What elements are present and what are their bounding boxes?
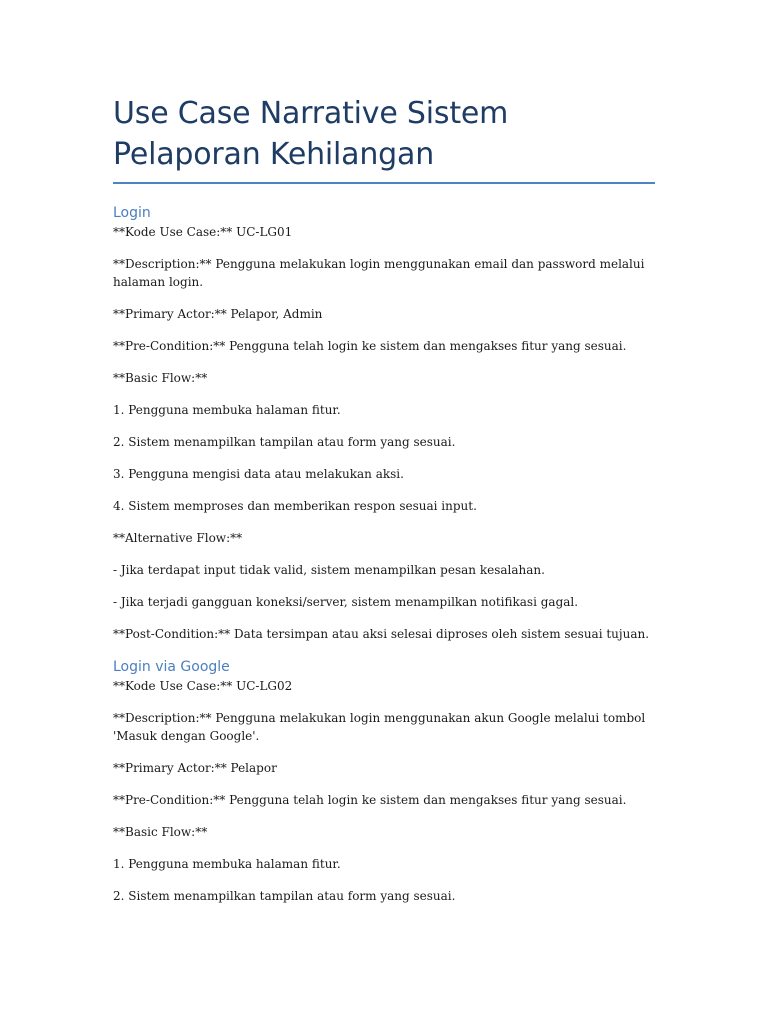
basic-flow-step: 2. Sistem menampilkan tampilan atau form yang sesuai. [113,889,456,903]
section-login [113,203,656,643]
document-page [113,0,656,919]
basic-flow-label: **Basic Flow:** [113,825,208,839]
pre-condition: **Pre-Condition:** Pengguna telah login ke sistem dan mengakses fitur yang sesuai. [113,339,627,353]
use-case-code: **Kode Use Case:** UC-LG01 [113,225,293,239]
basic-flow-step: 1. Pengguna membuka halaman fitur. [113,857,341,871]
pre-condition: **Pre-Condition:** Pengguna telah login ke sistem dan mengakses fitur yang sesuai. [113,793,627,807]
alternative-flow-item: - Jika terjadi gangguan koneksi/server, sistem menampilkan notifikasi gagal. [113,595,579,609]
primary-actor: **Primary Actor:** Pelapor [113,761,277,775]
basic-flow-step: 2. Sistem menampilkan tampilan atau form yang sesuai. [113,435,456,449]
basic-flow-step: 3. Pengguna mengisi data atau melakukan aksi. [113,467,404,481]
basic-flow-label: **Basic Flow:** [113,371,208,385]
section-heading: Login via Google [113,659,230,675]
alternative-flow-label: **Alternative Flow:** [113,531,243,545]
use-case-description: **Description:** Pengguna melakukan login menggunakan akun Google melalui tombol 'Masuk dengan Google'. [113,711,650,743]
basic-flow-step: 1. Pengguna membuka halaman fitur. [113,403,341,417]
title-underline [113,182,655,184]
basic-flow-step: 4. Sistem memproses dan memberikan respon sesuai input. [113,499,477,513]
post-condition: **Post-Condition:** Data tersimpan atau aksi selesai diproses oleh sistem sesuai tujuan. [113,627,650,641]
section-heading: Login [113,205,151,221]
primary-actor: **Primary Actor:** Pelapor, Admin [113,307,323,321]
section-login-via-google [113,657,656,905]
use-case-description: **Description:** Pengguna melakukan login menggunakan email dan password melalui halaman login. [113,257,649,289]
document-title: Use Case Narrative Sistem Pelaporan Kehilangan [113,96,509,172]
alternative-flow-item: - Jika terdapat input tidak valid, sistem menampilkan pesan kesalahan. [113,563,545,577]
use-case-code: **Kode Use Case:** UC-LG02 [113,679,293,693]
